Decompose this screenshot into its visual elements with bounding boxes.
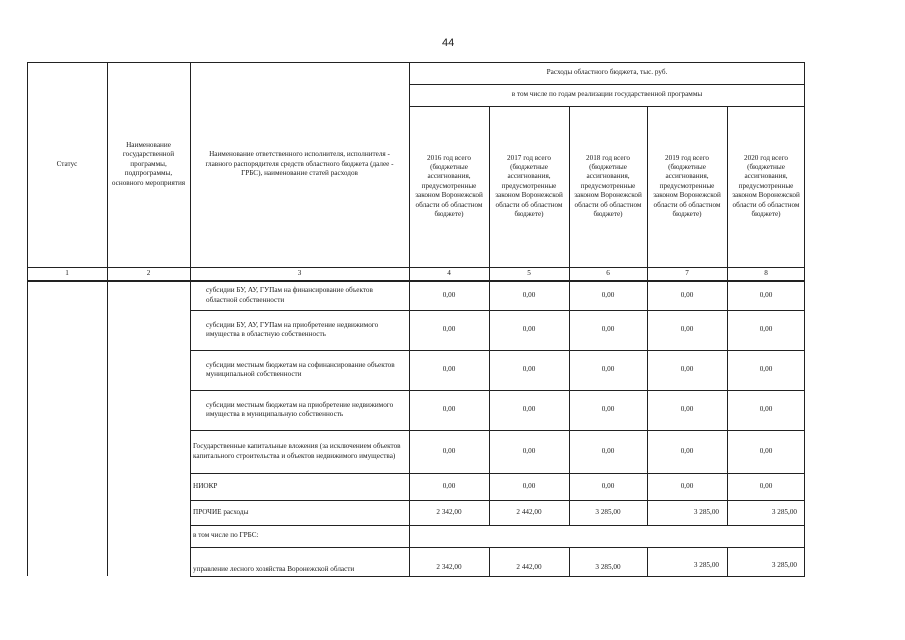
header-year-2016: 2016 год всего (бюджетные ассигнования, предусмотренные законом Воронежской области об областном бюджете): [415, 153, 483, 218]
grid-line: [107, 62, 108, 576]
header-year-2019: 2019 год всего (бюджетные ассигнования, предусмотренные законом Воронежской области об областном бюджете): [653, 153, 721, 218]
row-value-2018: 3 285,00: [595, 563, 621, 571]
header-expenses: Расходы областного бюджета, тыс. руб.: [546, 68, 668, 77]
header-program-name: Наименование государственной программы, подпрограммы, основного мероприятия: [111, 141, 186, 187]
row-value-2020: 0,00: [759, 290, 773, 299]
grid-line: [489, 106, 490, 525]
grid-line: [190, 500, 805, 501]
row-value-2019: 3 285,00: [693, 507, 719, 516]
row-value-2017: 0,00: [522, 290, 536, 299]
grid-line: [190, 547, 805, 548]
row-value-2019: 0,00: [680, 290, 694, 299]
row-label: субсидии местным бюджетам на софинансирование объектов муниципальной собственности: [206, 360, 395, 378]
row-value-2017: 0,00: [522, 405, 536, 414]
header-year-2018: 2018 год всего (бюджетные ассигнования, предусмотренные законом Воронежской области об областном бюджете): [574, 153, 642, 218]
row-value-2020: 0,00: [759, 446, 773, 455]
grid-line: [727, 547, 728, 576]
budget-table: [27, 62, 805, 576]
grid-line: [569, 547, 570, 576]
grid-line: [190, 390, 805, 391]
row-label: управление лесного хозяйства Воронежской области: [193, 564, 355, 573]
row-value-2017: 0,00: [522, 446, 536, 455]
header-year-2020: 2020 год всего (бюджетные ассигнования, предусмотренные законом Воронежской области об областном бюджете): [732, 153, 800, 218]
row-label: субсидии БУ, АУ, ГУПам на финансирование объектов областной собственности: [206, 286, 373, 304]
header-status: Статус: [56, 159, 78, 168]
grid-line: [409, 106, 805, 107]
row-value-2016: 2 342,00: [436, 507, 462, 516]
grid-line: [190, 473, 805, 474]
row-value-2018: 0,00: [601, 481, 615, 490]
row-value-2020: 0,00: [759, 405, 773, 414]
row-value-2019: 0,00: [680, 481, 694, 490]
row-label: НИОКР: [193, 481, 218, 490]
row-value-2018: 3 285,00: [595, 507, 621, 516]
row-value-2020: 0,00: [759, 481, 773, 490]
row-value-2016: 0,00: [442, 290, 456, 299]
row-label: субсидии БУ, АУ, ГУПам на приобретение недвижимого имущества в областную собственность: [206, 320, 379, 338]
row-label: в том числе по ГРБС:: [193, 531, 259, 540]
grid-line: [489, 547, 490, 576]
grid-line: [190, 350, 805, 351]
row-label: субсидии местным бюджетам на приобретение недвижимого имущества в муниципальную собственность: [206, 400, 394, 418]
grid-line: [190, 430, 805, 431]
header-by-years: в том числе по годам реализации государственной программы: [511, 90, 703, 99]
row-value-2020: 3 285,00: [771, 507, 797, 516]
grid-line: [190, 62, 191, 576]
grid-line: [647, 547, 648, 576]
header-executor: Наименование ответственного исполнителя, исполнителя - главного распорядителя средств областного бюджета (далее - ГРБС), наименование статей расходов: [205, 150, 394, 178]
col-number-5: 5: [527, 269, 531, 278]
row-value-2019: 0,00: [680, 365, 694, 374]
row-label: Государственные капитальные вложения (за исключением объектов капитального строительства и объектов недвижимого имущества): [193, 442, 401, 460]
row-value-2019: 0,00: [680, 325, 694, 334]
row-value-2016: 0,00: [442, 481, 456, 490]
col-number-2: 2: [146, 269, 151, 278]
grid-line: [804, 62, 805, 576]
grid-line: [409, 84, 805, 85]
col-number-6: 6: [606, 269, 610, 278]
row-value-2016: 0,00: [442, 325, 456, 334]
row-value-2018: 0,00: [601, 405, 615, 414]
grid-line: [27, 62, 805, 63]
grid-line: [727, 106, 728, 525]
row-value-2017: 2 442,00: [516, 563, 542, 571]
grid-line: [190, 576, 805, 577]
row-value-2016: 0,00: [442, 405, 456, 414]
row-label: ПРОЧИЕ расходы: [193, 507, 249, 516]
col-number-8: 8: [764, 269, 768, 278]
row-value-2019: 3 285,00: [693, 561, 719, 569]
row-value-2020: 0,00: [759, 365, 773, 374]
row-value-2017: 0,00: [522, 365, 536, 374]
col-number-4: 4: [447, 269, 451, 278]
grid-line: [27, 267, 805, 268]
page-number: 44: [442, 37, 455, 49]
row-value-2019: 0,00: [680, 405, 694, 414]
row-value-2018: 0,00: [601, 290, 615, 299]
header-year-2017: 2017 год всего (бюджетные ассигнования, предусмотренные законом Воронежской области об областном бюджете): [495, 153, 563, 218]
row-value-2016: 2 342,00: [436, 563, 462, 571]
row-value-2018: 0,00: [601, 365, 615, 374]
row-value-2017: 2 442,00: [516, 507, 542, 516]
grid-line: [569, 106, 570, 525]
row-value-2020: 0,00: [759, 325, 773, 334]
row-value-2017: 0,00: [522, 481, 536, 490]
row-value-2016: 0,00: [442, 365, 456, 374]
grid-line: [190, 310, 805, 311]
col-number-1: 1: [65, 269, 69, 278]
grid-line: [27, 62, 28, 576]
row-value-2017: 0,00: [522, 325, 536, 334]
col-number-7: 7: [685, 269, 689, 278]
row-value-2018: 0,00: [601, 446, 615, 455]
row-value-2018: 0,00: [601, 325, 615, 334]
grid-line: [27, 280, 805, 282]
grid-line: [190, 525, 805, 526]
row-value-2020: 3 285,00: [771, 561, 797, 569]
grid-line: [409, 62, 410, 576]
row-value-2019: 0,00: [680, 446, 694, 455]
row-value-2016: 0,00: [442, 446, 456, 455]
col-number-3: 3: [297, 269, 302, 278]
grid-line: [647, 106, 648, 525]
